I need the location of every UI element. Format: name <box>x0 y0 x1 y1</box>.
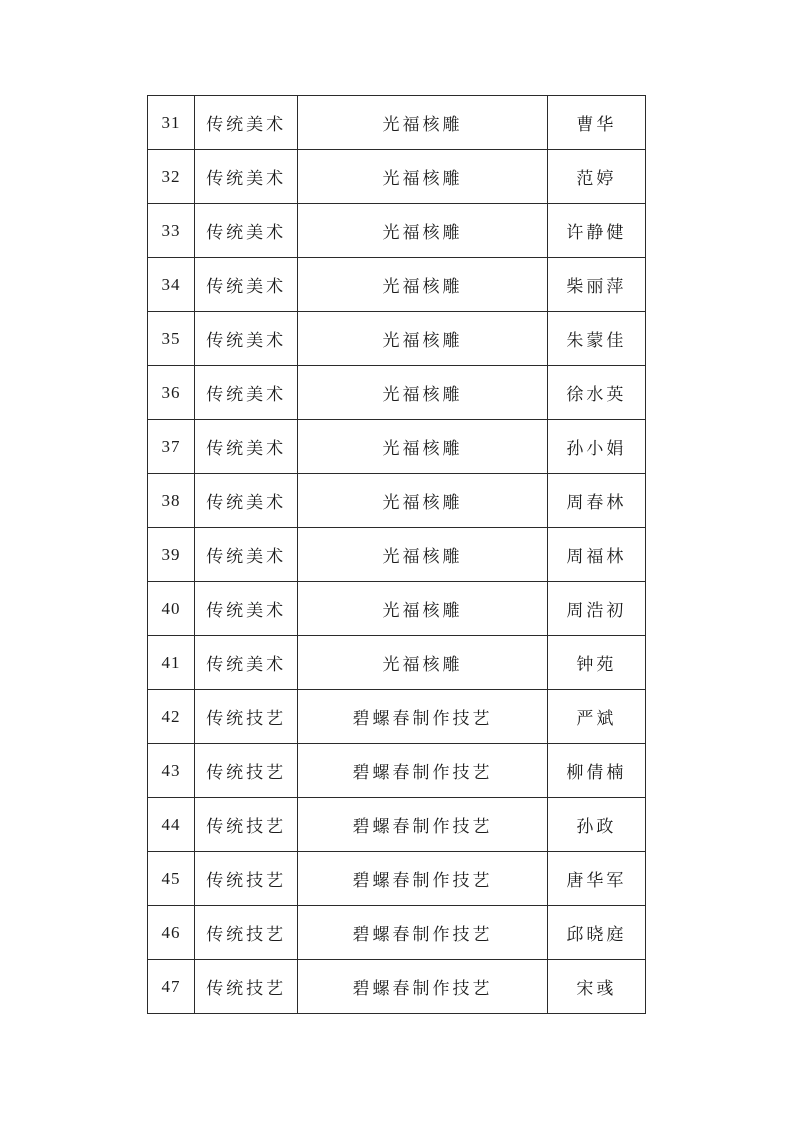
cell-category: 传统美术 <box>195 474 298 528</box>
cell-project: 碧螺春制作技艺 <box>298 960 548 1014</box>
cell-number: 40 <box>148 582 195 636</box>
cell-number: 35 <box>148 312 195 366</box>
cell-category: 传统美术 <box>195 366 298 420</box>
table-row <box>148 258 646 312</box>
cell-name: 曹华 <box>547 96 645 150</box>
cell-project: 碧螺春制作技艺 <box>298 744 548 798</box>
cell-name: 周春林 <box>547 474 645 528</box>
table-row <box>148 474 646 528</box>
cell-name: 宋彧 <box>547 960 645 1014</box>
cell-number: 39 <box>148 528 195 582</box>
cell-name: 周福林 <box>547 528 645 582</box>
table-row <box>148 204 646 258</box>
cell-name: 柳倩楠 <box>547 744 645 798</box>
cell-project: 光福核雕 <box>298 636 548 690</box>
cell-project: 光福核雕 <box>298 582 548 636</box>
cell-number: 45 <box>148 852 195 906</box>
table-row <box>148 420 646 474</box>
cell-number: 42 <box>148 690 195 744</box>
cell-number: 36 <box>148 366 195 420</box>
cell-category: 传统技艺 <box>195 798 298 852</box>
cell-name: 孙小娟 <box>547 420 645 474</box>
cell-category: 传统美术 <box>195 582 298 636</box>
table-row <box>148 528 646 582</box>
table-row <box>148 744 646 798</box>
cell-name: 徐水英 <box>547 366 645 420</box>
cell-name: 周浩初 <box>547 582 645 636</box>
cell-name: 许静健 <box>547 204 645 258</box>
cell-name: 严斌 <box>547 690 645 744</box>
table-row <box>148 798 646 852</box>
table-row <box>148 312 646 366</box>
cell-project: 光福核雕 <box>298 312 548 366</box>
cell-project: 光福核雕 <box>298 366 548 420</box>
table-row <box>148 366 646 420</box>
cell-category: 传统技艺 <box>195 906 298 960</box>
cell-category: 传统美术 <box>195 150 298 204</box>
cell-category: 传统美术 <box>195 636 298 690</box>
table-row <box>148 582 646 636</box>
cell-name: 朱蒙佳 <box>547 312 645 366</box>
cell-project: 碧螺春制作技艺 <box>298 906 548 960</box>
cell-name: 邱晓庭 <box>547 906 645 960</box>
cell-number: 47 <box>148 960 195 1014</box>
cell-number: 34 <box>148 258 195 312</box>
cell-project: 光福核雕 <box>298 258 548 312</box>
cell-number: 46 <box>148 906 195 960</box>
cell-project: 光福核雕 <box>298 474 548 528</box>
cell-category: 传统技艺 <box>195 852 298 906</box>
cell-name: 柴丽萍 <box>547 258 645 312</box>
cell-name: 孙政 <box>547 798 645 852</box>
cell-category: 传统美术 <box>195 204 298 258</box>
cell-category: 传统技艺 <box>195 690 298 744</box>
table-row <box>148 852 646 906</box>
cell-project: 光福核雕 <box>298 204 548 258</box>
cell-name: 范婷 <box>547 150 645 204</box>
table-row <box>148 150 646 204</box>
cell-number: 32 <box>148 150 195 204</box>
cell-category: 传统美术 <box>195 258 298 312</box>
cell-project: 碧螺春制作技艺 <box>298 852 548 906</box>
cell-project: 碧螺春制作技艺 <box>298 798 548 852</box>
table-row <box>148 636 646 690</box>
cell-project: 光福核雕 <box>298 150 548 204</box>
table-row <box>148 96 646 150</box>
cell-category: 传统技艺 <box>195 744 298 798</box>
inheritors-table <box>147 95 646 1014</box>
cell-category: 传统技艺 <box>195 960 298 1014</box>
table-row <box>148 960 646 1014</box>
cell-category: 传统美术 <box>195 312 298 366</box>
cell-project: 光福核雕 <box>298 420 548 474</box>
cell-number: 33 <box>148 204 195 258</box>
cell-name: 唐华军 <box>547 852 645 906</box>
cell-number: 37 <box>148 420 195 474</box>
cell-number: 44 <box>148 798 195 852</box>
cell-project: 碧螺春制作技艺 <box>298 690 548 744</box>
table-row <box>148 906 646 960</box>
table-row <box>148 690 646 744</box>
cell-category: 传统美术 <box>195 528 298 582</box>
cell-name: 钟苑 <box>547 636 645 690</box>
cell-project: 光福核雕 <box>298 96 548 150</box>
cell-number: 38 <box>148 474 195 528</box>
cell-number: 41 <box>148 636 195 690</box>
cell-category: 传统美术 <box>195 420 298 474</box>
cell-number: 43 <box>148 744 195 798</box>
cell-category: 传统美术 <box>195 96 298 150</box>
table-body <box>148 96 646 1014</box>
cell-number: 31 <box>148 96 195 150</box>
cell-project: 光福核雕 <box>298 528 548 582</box>
